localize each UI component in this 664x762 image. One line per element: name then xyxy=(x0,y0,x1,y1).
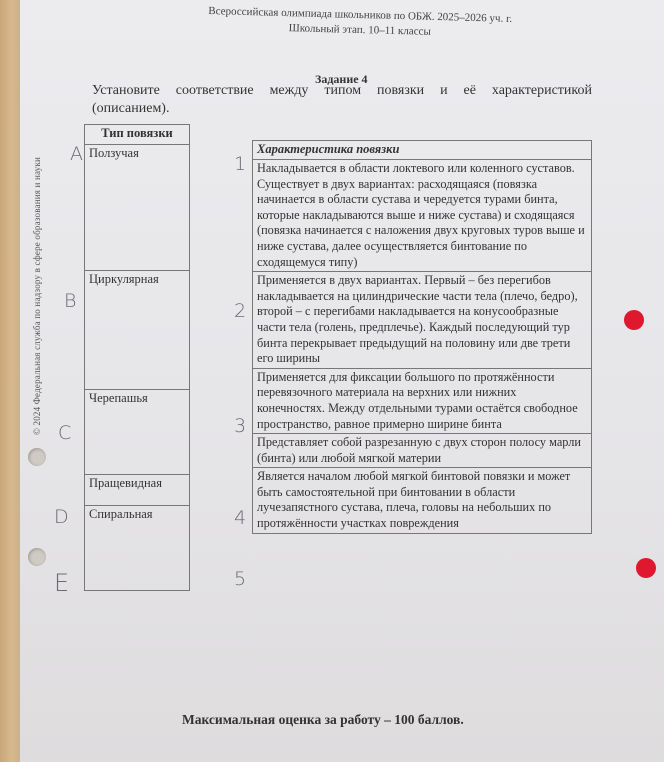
type-cell: Циркулярная xyxy=(85,271,190,390)
type-cell: Черепашья xyxy=(85,390,190,475)
handwritten-number: 1 xyxy=(234,153,247,175)
char-cell: Применяется в двух вариантах. Первый – без перегибов накладывается на цилиндрические части тела (плечо, бедро), второй – с перегибами накладывается на конусообразные части тела (голень, предплечье). Каждый последующий тур бинта перекрывает предыдущий на половину или две трети его ширины xyxy=(253,272,592,369)
types-header: Тип повязки xyxy=(85,125,190,145)
type-cell: Ползучая xyxy=(85,145,190,271)
bandage-characteristics-table xyxy=(252,140,592,534)
bandage-types-table xyxy=(84,124,190,591)
handwritten-number: 3 xyxy=(234,415,247,437)
punch-hole-top xyxy=(28,448,46,466)
type-cell: Спиральная xyxy=(85,506,190,591)
handwritten-letter: D xyxy=(54,506,69,528)
handwritten-number: 2 xyxy=(234,300,247,322)
punch-hole-bottom xyxy=(28,548,46,566)
char-cell: Представляет собой разрезанную с двух сторон полосу марли (бинта) или любой мягкой материи xyxy=(253,434,592,468)
handwritten-letter: A xyxy=(70,143,83,165)
type-cell: Пращевидная xyxy=(85,475,190,506)
handwritten-letter: E xyxy=(54,569,70,597)
handwritten-letter: B xyxy=(64,290,77,312)
task-instruction: Установите соответствие между типом повязки и её характеристикой (описанием). xyxy=(92,83,592,116)
binder-spine xyxy=(0,0,20,762)
handwritten-number: 4 xyxy=(234,507,247,529)
header-olympiad: Всероссийская олимпиада школьников по ОБЖ. 2025–2026 уч. г. xyxy=(208,5,513,25)
handwritten-letter: C xyxy=(58,422,72,444)
margin-copyright-text: © 2024 Федеральная служба по надзору в сфере образования и науки xyxy=(32,156,42,435)
char-cell: Накладывается в области локтевого или коленного суставов. Существует в двух вариантах: расходящаяся (повязка начинается в области сустава и чередуется турами бинта, которые накладываются выше и ниже сустава) и сходящаяся (повязка начинается с наложения двух круговых туров выше и ниже сустава, далее осуществляется бинтование по сходящемуся типу) xyxy=(253,160,592,272)
task-title: Задание 4 xyxy=(315,72,368,86)
handwritten-number: 5 xyxy=(234,568,247,590)
margin-copyright xyxy=(24,0,44,440)
char-cell: Является началом любой мягкой бинтовой повязки и может быть самостоятельной при бинтовании в области лучезапястного сустава, плеча, головы на небольших по протяжённости участках повреждения xyxy=(253,468,592,533)
chars-header: Характеристика повязки xyxy=(253,141,592,160)
char-cell: Применяется для фиксации большого по протяжённости перевязочного материала на верхних или нижних конечностях. Между отдельными турами остаётся свободное пространство, равное примерно ширине бинта xyxy=(253,368,592,433)
red-mark xyxy=(636,558,656,578)
header-stage: Школьный этап. 10–11 классы xyxy=(288,22,432,38)
max-score-footer: Максимальная оценка за работу – 100 баллов. xyxy=(182,712,464,727)
red-mark xyxy=(624,310,644,330)
